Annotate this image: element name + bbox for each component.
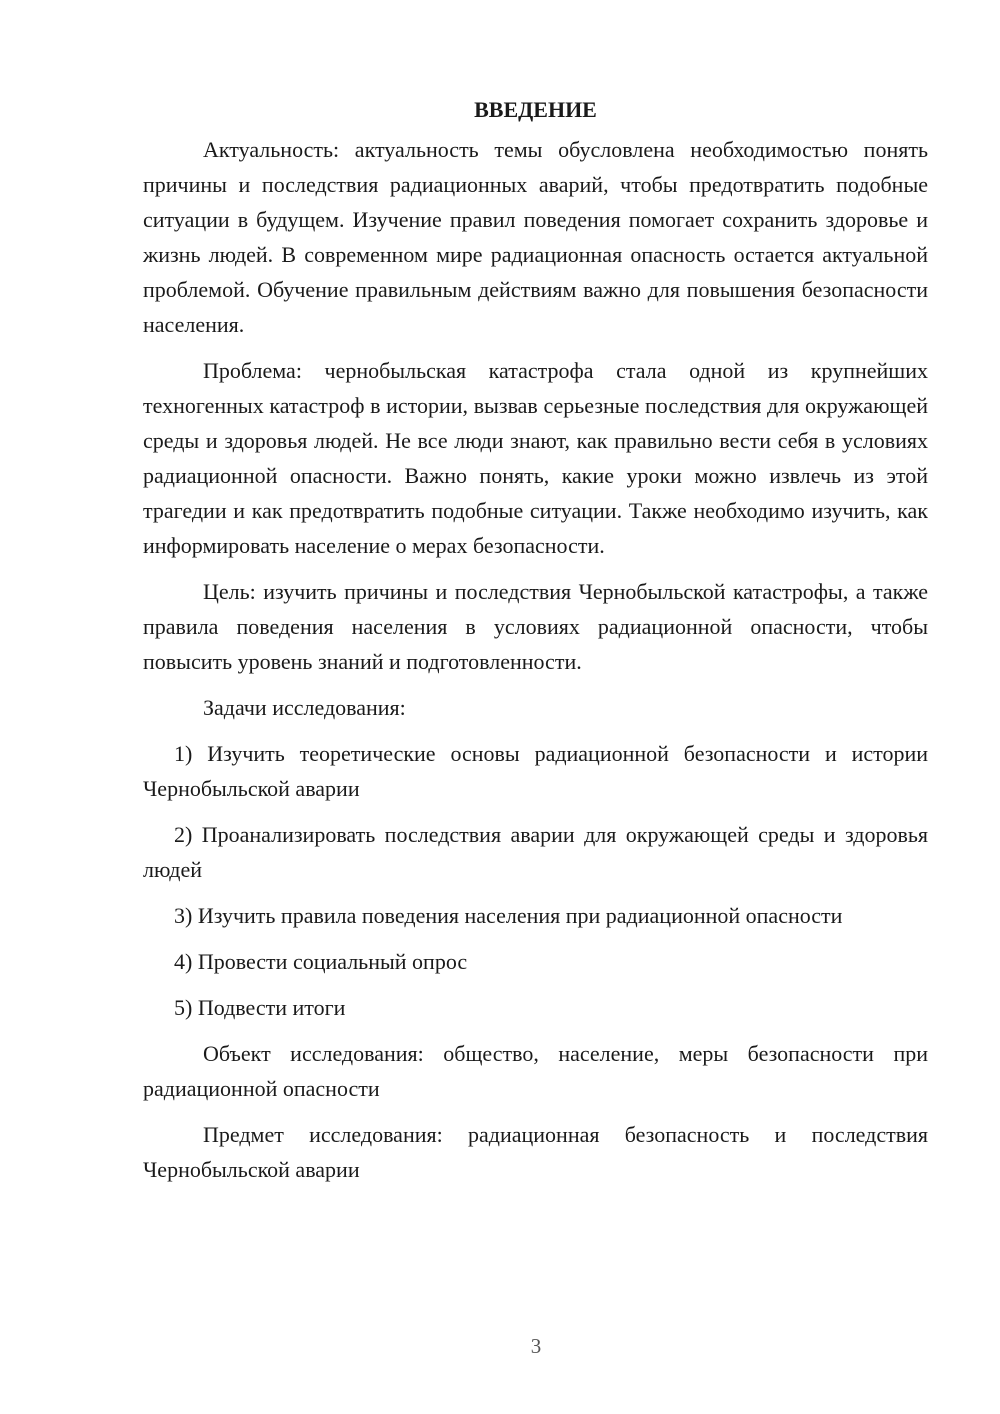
task-item-5: 5) Подвести итоги (174, 995, 346, 1020)
paragraph-tasks-heading: Задачи исследования: (203, 695, 406, 720)
document-page (143, 92, 928, 1198)
paragraph-goal: Цель: изучить причины и последствия Чернобыльской катастрофы, а также правила поведения населения в условиях радиационной опасности, чтобы повысить уровень знаний и подготовленности. (143, 579, 928, 674)
paragraph-problem: Проблема: чернобыльская катастрофа стала одной из крупнейших техногенных катастроф в истории, вызвав серьезные последствия для окружающей среды и здоровья людей. Не все люди знают, как правильно вести себя в условиях радиационной опасности. Важно понять, какие уроки можно извлечь из этой трагедии и как предотвратить подобные ситуации. Также необходимо изучить, как информировать население о мерах безопасности. (143, 358, 928, 558)
task-item-1: 1) Изучить теоретические основы радиационной безопасности и истории Чернобыльской аварии (143, 741, 928, 801)
task-item-2: 2) Проанализировать последствия аварии для окружающей среды и здоровья людей (143, 822, 928, 882)
page-number: 3 (530, 1334, 542, 1358)
paragraph-object: Объект исследования: общество, население, меры безопасности при радиационной опасности (143, 1041, 928, 1101)
page-title: ВВЕДЕНИЕ (474, 97, 597, 122)
paragraph-relevance: Актуальность: актуальность темы обусловлена необходимостью понять причины и последствия радиационных аварий, чтобы предотвратить подобные ситуации в будущем. Изучение правил поведения помогает сохранить здоровье и жизнь людей. В современном мире радиационная опасность остается актуальной проблемой. Обучение правильным действиям важно для повышения безопасности населения. (143, 137, 928, 337)
paragraph-subject: Предмет исследования: радиационная безопасность и последствия Чернобыльской аварии (143, 1122, 928, 1182)
task-item-3: 3) Изучить правила поведения населения при радиационной опасности (174, 903, 843, 928)
task-item-4: 4) Провести социальный опрос (174, 949, 468, 974)
